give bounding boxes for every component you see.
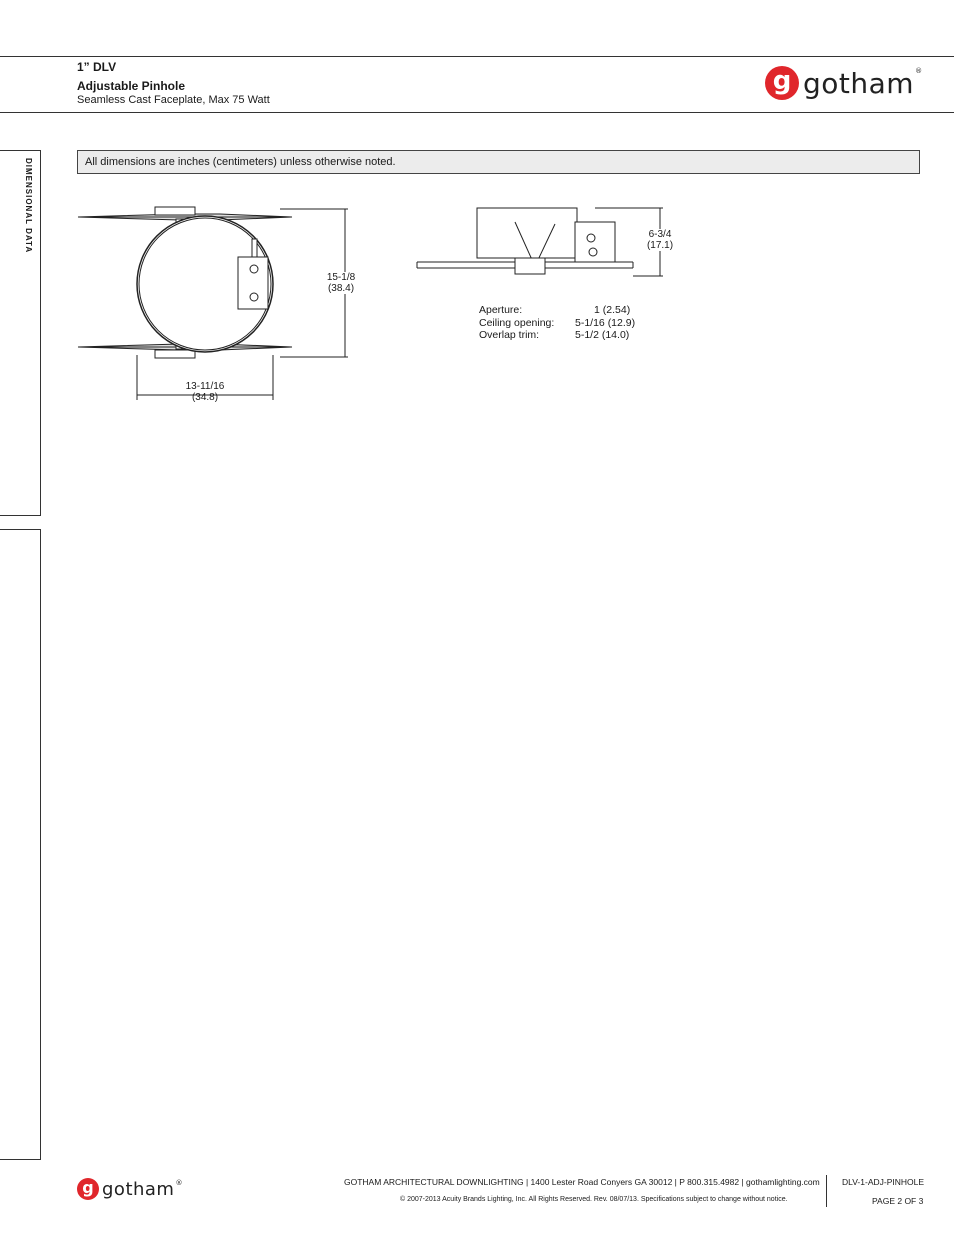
product-title-line2: Adjustable Pinhole bbox=[77, 79, 186, 93]
footer-gotham-wordmark bbox=[102, 1179, 183, 1200]
spec-value: 5-1/16 (12.9) bbox=[575, 316, 636, 329]
footer-gotham-g-icon: g bbox=[77, 1178, 99, 1200]
spec-row-aperture bbox=[479, 304, 635, 317]
side-view-height-dim bbox=[640, 229, 680, 251]
top-view-height-dim bbox=[318, 272, 364, 294]
footer-page-number: PAGE 2 OF 3 bbox=[872, 1196, 924, 1206]
spec-label: Ceiling opening: bbox=[479, 316, 555, 329]
spec-row-overlap-trim bbox=[479, 329, 635, 342]
top-view-width-cm: (34.8) bbox=[191, 392, 219, 403]
side-view-drawing bbox=[415, 202, 665, 282]
spec-value: 1 (2.54) bbox=[594, 304, 631, 316]
spec-value: 5-1/2 (14.0) bbox=[575, 329, 630, 341]
top-view-height-cm: (38.4) bbox=[327, 283, 355, 294]
spec-label: Overlap trim: bbox=[479, 329, 540, 341]
registered-mark: ® bbox=[915, 66, 923, 75]
side-view-height-in: 6-3/4 bbox=[648, 229, 672, 240]
footer-registered-mark: ® bbox=[175, 1178, 183, 1187]
gotham-logo bbox=[765, 66, 923, 100]
top-view-drawing bbox=[70, 195, 360, 410]
footer-copyright: © 2007-2013 Acuity Brands Lighting, Inc. All Rights Reserved. Rev. 08/07/13. Specifications subject to change without notice. bbox=[400, 1196, 788, 1203]
aperture-specs bbox=[479, 304, 635, 342]
footer-gotham-wordmark-text: gotham bbox=[102, 1178, 175, 1200]
spec-row-ceiling-opening bbox=[479, 317, 635, 330]
header-top-rule bbox=[0, 56, 954, 57]
product-subtitle: Seamless Cast Faceplate, Max 75 Watt bbox=[77, 94, 270, 106]
footer-company-info: GOTHAM ARCHITECTURAL DOWNLIGHTING | 1400 Lester Road Conyers GA 30012 | P 800.315.4982 | gothamlighting.com bbox=[344, 1177, 820, 1187]
footer-separator bbox=[826, 1175, 827, 1207]
footer-doc-code: DLV-1-ADJ-PINHOLE bbox=[842, 1177, 925, 1187]
footer-gotham-logo bbox=[77, 1178, 183, 1200]
sidebar-section-box bbox=[0, 150, 41, 516]
sidebar-empty-box bbox=[0, 529, 41, 1160]
top-view-height-in: 15-1/8 bbox=[326, 272, 356, 283]
header-bottom-rule bbox=[0, 112, 954, 113]
sidebar-section-label: DIMENSIONAL DATA bbox=[24, 158, 33, 254]
spec-label: Aperture: bbox=[479, 304, 523, 316]
side-view-height-cm: (17.1) bbox=[646, 240, 674, 251]
gotham-g-icon: g bbox=[765, 66, 799, 100]
product-title-line1: 1” DLV bbox=[77, 60, 117, 74]
gotham-wordmark-text: gotham bbox=[803, 66, 915, 100]
top-view-width-in: 13-11/16 bbox=[185, 381, 225, 392]
top-view-width-dim bbox=[180, 381, 230, 403]
gotham-wordmark bbox=[803, 67, 923, 100]
dimensions-notice: All dimensions are inches (centimeters) unless otherwise noted. bbox=[77, 150, 920, 174]
product-title bbox=[77, 60, 185, 94]
